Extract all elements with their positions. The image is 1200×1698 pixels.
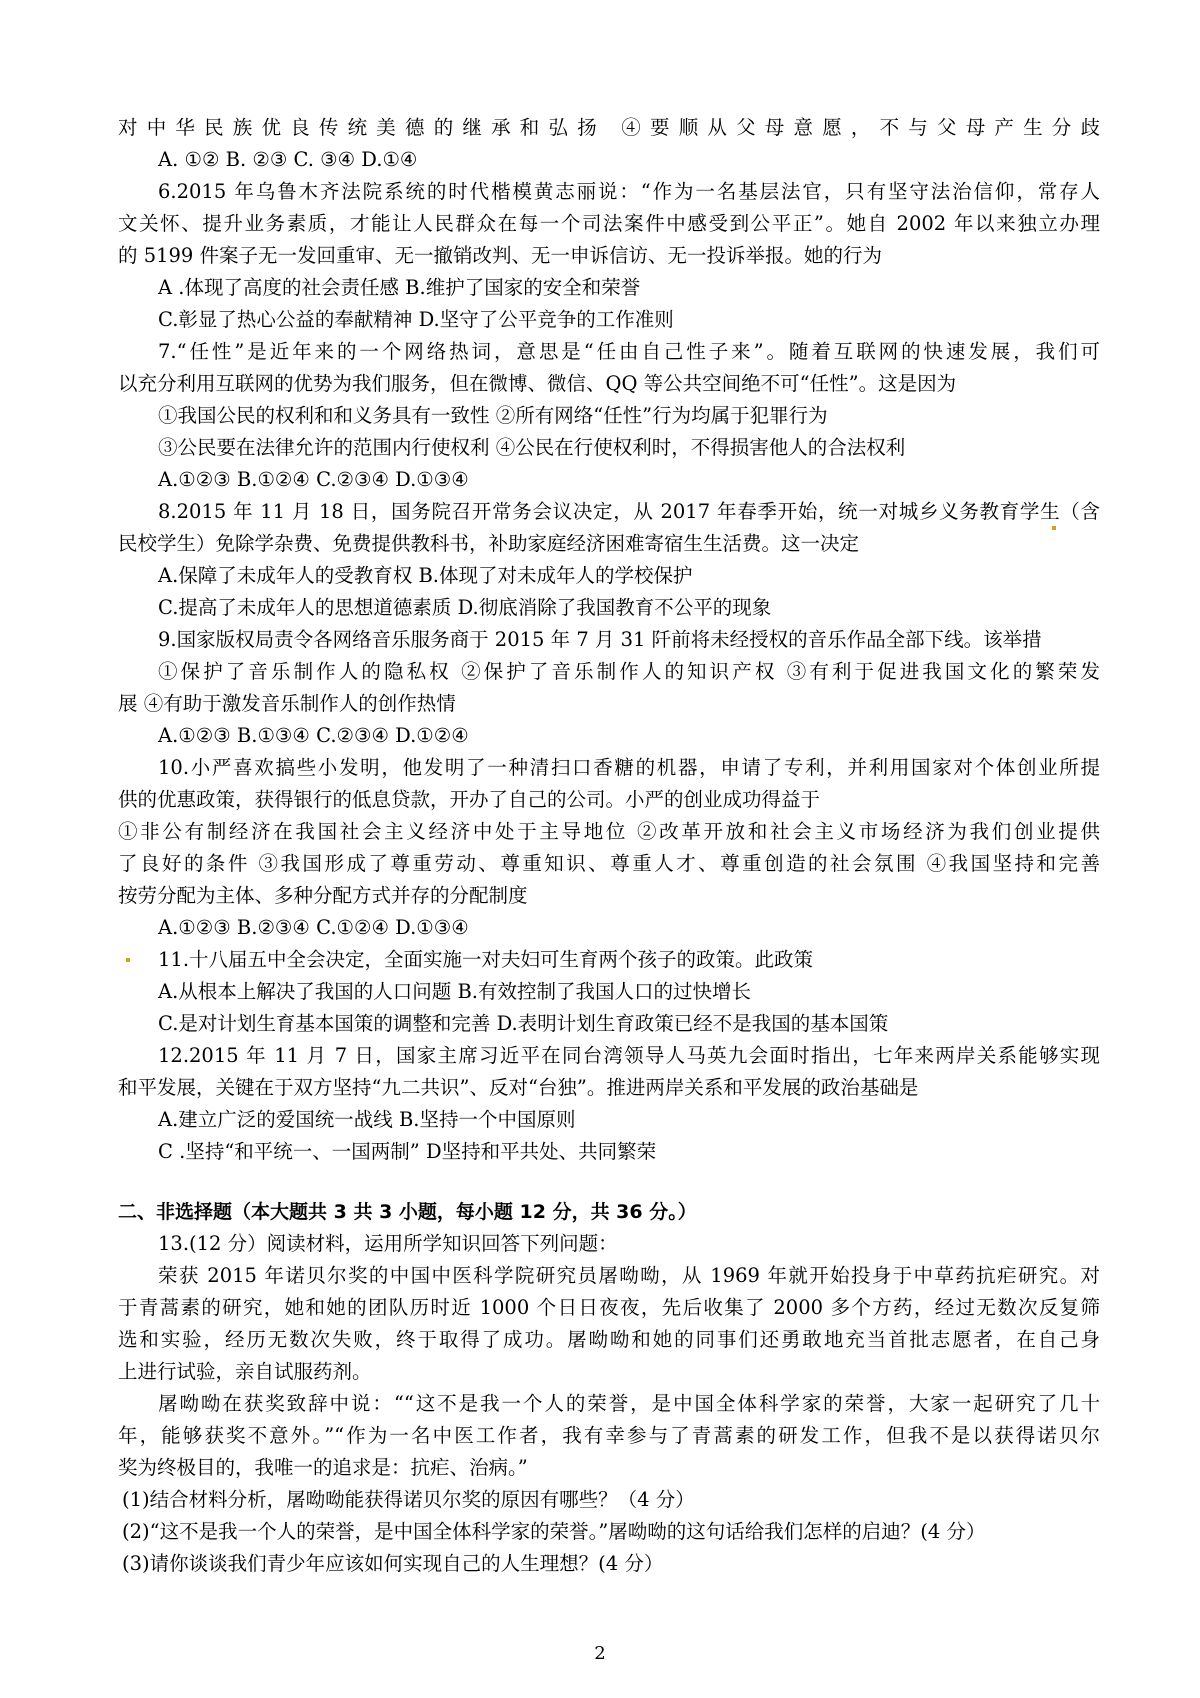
q13-subquestion-3: (3)请你谈谈我们青少年应该如何实现自己的人生理想？(4 分） bbox=[122, 1552, 664, 1575]
q13-intro: 13.(12 分）阅读材料，运用所学知识回答下列问题： bbox=[158, 1232, 618, 1255]
q7-statements-12: ①我国公民的权利和和义务具有一致性 ②所有网络“任性”行为均属于犯罪行为 bbox=[158, 404, 828, 427]
q11-options-ab: A.从根本上解决了我国的人口问题 B.有效控制了我国人口的过快增长 bbox=[158, 980, 752, 1003]
section-2-heading: 二、非选择题（本大题共 3 共 3 小题，每小题 12 分，共 36 分。） bbox=[118, 1201, 697, 1223]
page-content bbox=[118, 112, 1100, 1580]
q12-stem-line-2: 和平发展，关键在于双方坚持“九二共识”、反对“台独”。推进两岸关系和平发展的政治基础是 bbox=[118, 1076, 919, 1099]
q12-stem-line-1: 12.2015 年 11 月 7 日，国家主席习近平在同台湾领导人马英九会面时指出，七年来两岸关系能够实现 bbox=[158, 1044, 1100, 1067]
q11-stem: 11.十八届五中全会决定，全面实施一对夫妇可生育两个孩子的政策。此政策 bbox=[158, 948, 814, 971]
q8-stem-line-1: 8.2015 年 11 月 18 日，国务院召开常务会议决定，从 2017 年春季开始，统一对城乡义务教育学生（含 bbox=[158, 500, 1100, 523]
q6-stem-line-3: 的 5199 件案子无一发回重审、无一撤销改判、无一申诉信访、无一投诉举报。她的行为 bbox=[118, 244, 883, 267]
q7-stem-line-2: 以充分利用互联网的优势为我们服务，但在微博、微信、QQ 等公共空间绝不可“任性”。这是因为 bbox=[118, 372, 957, 395]
q10-options: A.①②③ B.②③④ C.①②④ D.①③④ bbox=[158, 916, 469, 939]
q9-stem-line-1: 9.国家版权局责令各网络音乐服务商于 2015 年 7 月 31 阡前将未经授权的音乐作品全部下线。该举措 bbox=[158, 628, 1042, 651]
q13-material-p1-line-1: 荣获 2015 年诺贝尔奖的中国中医科学院研究员屠呦呦，从 1969 年就开始投身于中草药抗疟研究。对 bbox=[158, 1264, 1100, 1287]
q13-subquestion-1: (1)结合材料分析，屠呦呦能获得诺贝尔奖的原因有哪些？（4 分） bbox=[122, 1488, 695, 1511]
q10-statements-line-3: 按劳分配为主体、多种分配方式并存的分配制度 bbox=[118, 884, 528, 907]
q9-options: A.①②③ B.①③④ C.②③④ D.①②④ bbox=[158, 724, 469, 747]
q13-subquestion-2: (2)“这不是我一个人的荣誉，是中国全体科学家的荣誉。”屠呦呦的这句话给我们怎样的启迪？(4 分） bbox=[122, 1520, 986, 1543]
q7-options: A.①②③ B.①②④ C.②③④ D.①③④ bbox=[158, 468, 469, 491]
q9-statements-line-1: ①保护了音乐制作人的隐私权 ②保护了音乐制作人的知识产权 ③有利于促进我国文化的繁荣发 bbox=[158, 660, 1100, 683]
q10-stem-line-1: 10.小严喜欢搞些小发明，他发明了一种清扫口香糖的机器，申请了专利，并利用国家对个体创业所提 bbox=[158, 756, 1100, 779]
q13-material-p1-line-4: 上进行试验，亲自试服药剂。 bbox=[118, 1360, 372, 1383]
q7-stem-line-1: 7.“任性”是近年来的一个网络热词，意思是“任由自己性子来”。随着互联网的快速发展，我们可 bbox=[158, 340, 1100, 363]
q10-statements-line-1: ①非公有制经济在我国社会主义经济中处于主导地位 ②改革开放和社会主义市场经济为我们创业提供 bbox=[118, 820, 1100, 843]
q10-statements-line-2: 了良好的条件 ③我国形成了尊重劳动、尊重知识、尊重人才、尊重创造的社会氛围 ④我国坚持和完善 bbox=[118, 852, 1100, 875]
q5-statement-continuation: 对中华民族优良传统美德的继承和弘扬 ④要顺从父母意愿，不与父母产生分歧 bbox=[118, 116, 1100, 139]
q13-material-p1-line-2: 于青蒿素的研究，她和她的团队历时近 1000 个日日夜夜，先后收集了 2000 多个方药，经过无数次反复筛 bbox=[118, 1296, 1100, 1319]
q5-options: A. ①② B. ②③ C. ③④ D.①④ bbox=[158, 148, 418, 171]
q8-options-cd: C.提高了未成年人的思想道德素质 D.彻底消除了我国教育不公平的现象 bbox=[158, 596, 772, 619]
scan-mark bbox=[1052, 526, 1056, 530]
q8-options-ab: A.保障了未成年人的受教育权 B.体现了对未成年人的学校保护 bbox=[158, 564, 693, 587]
q11-options-cd: C.是对计划生育基本国策的调整和完善 D.表明计划生育政策已经不是我国的基本国策 bbox=[158, 1012, 889, 1035]
q6-stem-line-1: 6.2015 年乌鲁木齐法院系统的时代楷模黄志丽说：“作为一名基层法官，只有坚守法治信仰，常存人 bbox=[158, 180, 1100, 203]
q9-statements-line-2: 展 ④有助于激发音乐制作人的创作热情 bbox=[118, 692, 456, 715]
q7-statements-34: ③公民要在法律允许的范围内行使权利 ④公民在行使权利时，不得损害他人的合法权利 bbox=[158, 436, 906, 459]
q6-stem-line-2: 文关怀、提升业务素质，才能让人民群众在每一个司法案件中感受到公平正”。她自 2002 年以来独立办理 bbox=[118, 212, 1100, 235]
page-number: 2 bbox=[594, 1643, 606, 1664]
q6-options-ab: A .体现了高度的社会责任感 B.维护了国家的安全和荣誉 bbox=[158, 276, 641, 299]
q13-material-p1-line-3: 选和实验，经历无数次失败，终于取得了成功。屠呦呦和她的同事们还勇敢地充当首批志愿者，在自己身 bbox=[118, 1328, 1100, 1351]
q13-material-p2-line-1: 屠呦呦在获奖致辞中说：““这不是我一个人的荣誉，是中国全体科学家的荣誉，大家一起研究了几十 bbox=[158, 1392, 1100, 1415]
q6-options-cd: C.彰显了热心公益的奉献精神 D.坚守了公平竞争的工作准则 bbox=[158, 308, 674, 331]
scan-mark bbox=[126, 958, 130, 962]
q13-material-p2-line-3: 奖为终极目的，我唯一的追求是：抗疟、治病。” bbox=[118, 1456, 528, 1479]
q10-stem-line-2: 供的优惠政策，获得银行的低息贷款，开办了自己的公司。小严的创业成功得益于 bbox=[118, 788, 821, 811]
q12-options-ab: A.建立广泛的爱国统一战线 B.坚持一个中国原则 bbox=[158, 1108, 576, 1131]
q8-stem-line-2: 民校学生）免除学杂费、免费提供教科书，补助家庭经济困难寄宿生生活费。这一决定 bbox=[118, 532, 860, 555]
q12-options-cd: C .坚持“和平统一、一国两制” D坚持和平共处、共同繁荣 bbox=[158, 1140, 657, 1163]
q13-material-p2-line-2: 年，能够获奖不意外。”“作为一名中医工作者，我有幸参与了青蒿素的研发工作，但我不是以获得诺贝尔 bbox=[118, 1424, 1100, 1447]
